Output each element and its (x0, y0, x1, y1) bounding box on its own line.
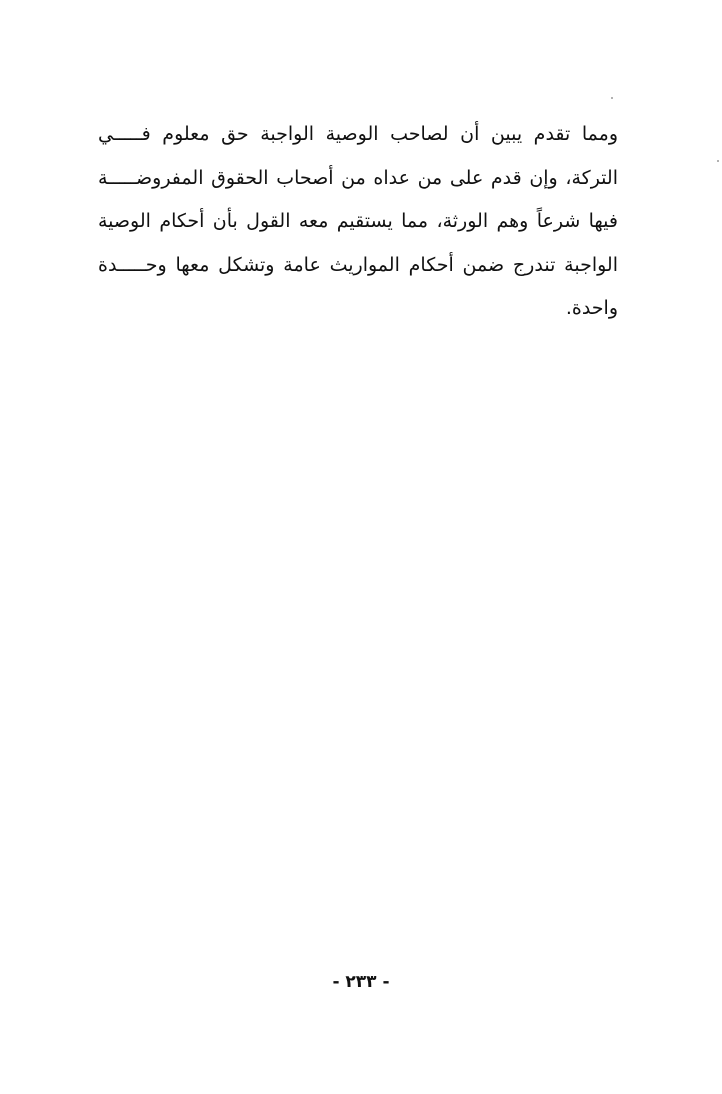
body-paragraph (98, 113, 618, 331)
paragraph-line-1: ومما تقدم يبين أن لصاحب الوصية الواجبة حق معلوم فـــــي (98, 123, 618, 145)
paragraph-line-5: واحدة. (565, 297, 618, 319)
paragraph-line-4: الواجبة تندرج ضمن أحكام المواريث عامة وتشكل معها وحـــــدة (98, 253, 618, 276)
page-number: - ٢٣٣ - (332, 972, 390, 992)
paragraph-line-2: التركة، وإن قدم على من عداه من أصحاب الحقوق المفروضـــــة (98, 166, 618, 189)
scan-speck (611, 97, 613, 99)
paragraph-line-3: فيها شرعاً وهم الورثة، مما يستقيم معه القول بأن أحكام الوصية (98, 210, 618, 232)
scan-speck (717, 160, 719, 162)
